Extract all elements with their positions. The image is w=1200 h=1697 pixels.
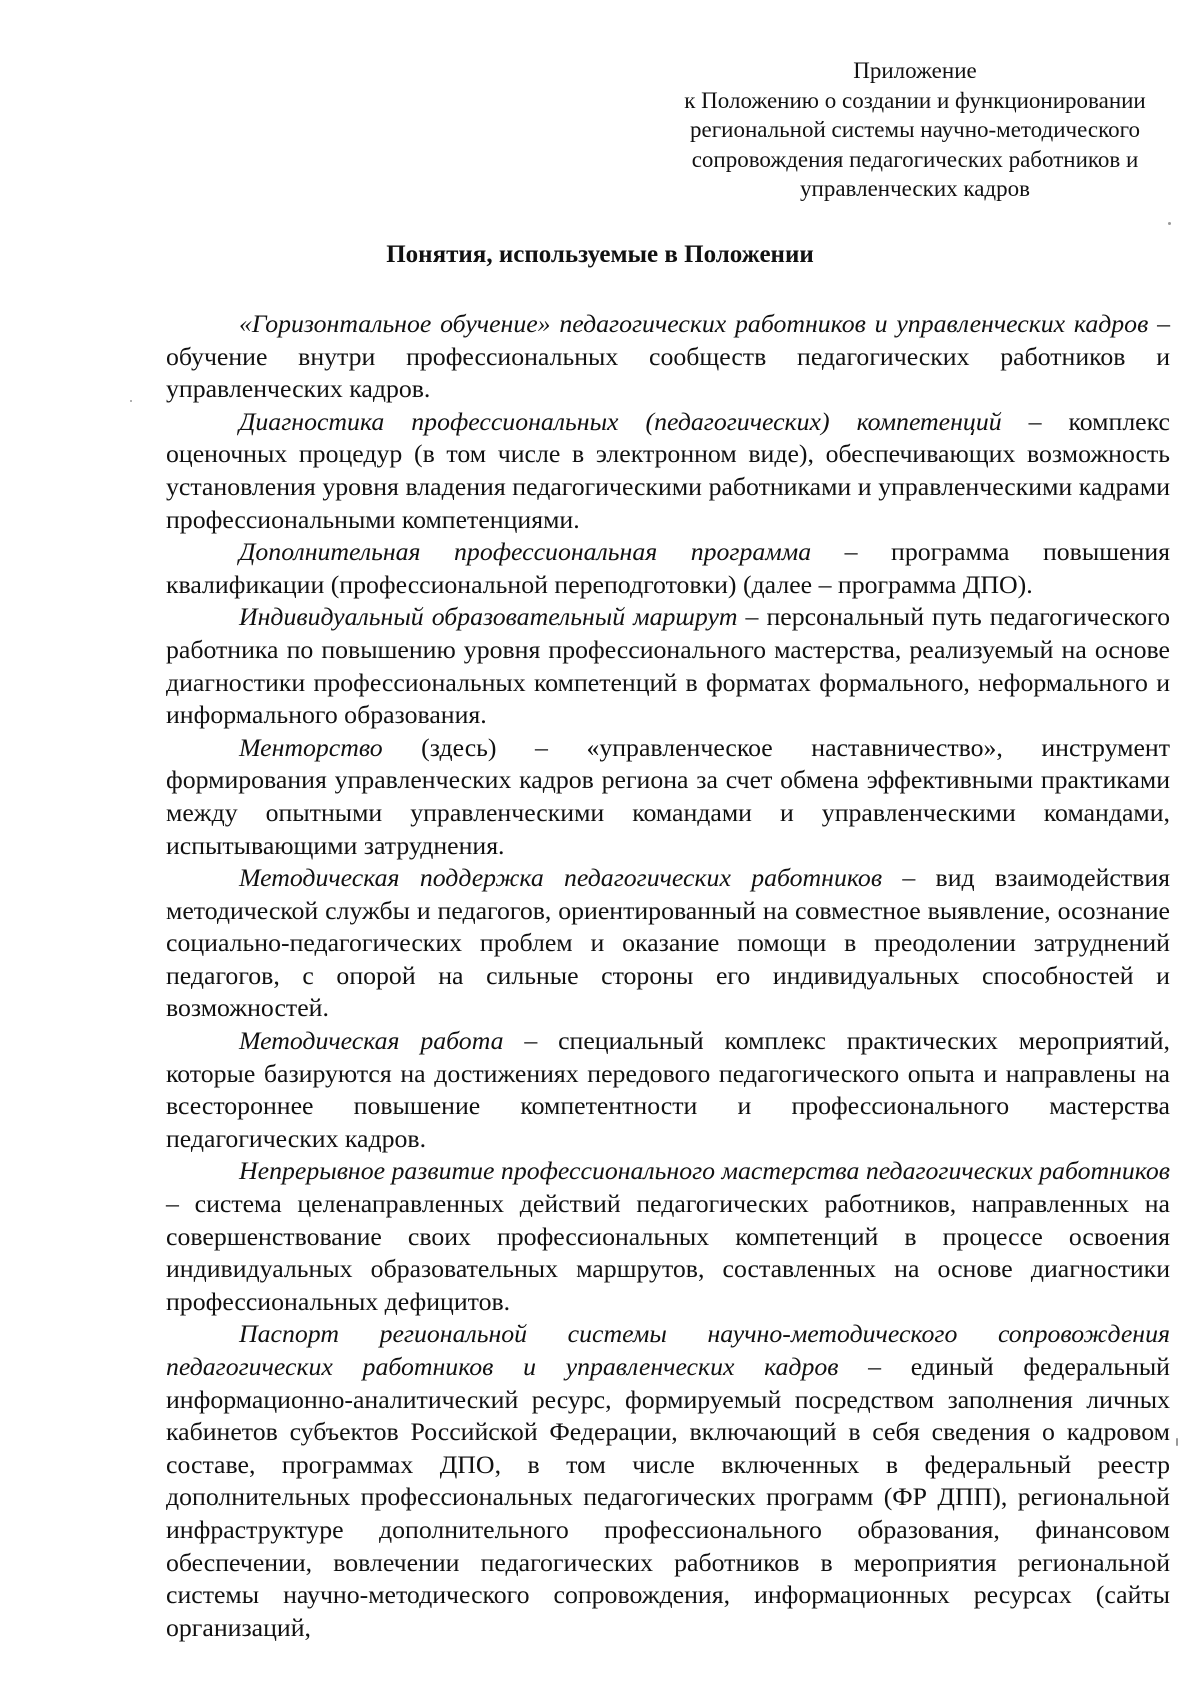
term-name: Дополнительная профессиональная программа [239, 537, 812, 567]
appendix-line: к Положению о создании и функционировании [684, 87, 1146, 113]
definition-paragraph [166, 862, 1170, 1025]
term-name: Менторство [239, 732, 383, 762]
definition-paragraph [166, 406, 1170, 536]
definition-paragraph [166, 732, 1170, 862]
term-definition: – система целенаправленных действий педагогических работников, направленных на совершенствование своих профессиональных компетенций в процессе освоения индивидуальных образовательных маршрутов, составленных на основе диагностики профессиональных дефицитов. [166, 1189, 1170, 1316]
term-definition: – программа повышения квалификации (профессиональной переподготовки) (далее – программа ДПО). [166, 537, 1170, 599]
scan-artifact [130, 400, 132, 402]
term-definition: – персональный путь педагогического работника по повышению уровня профессионального мастерства, реализуемый на основе диагностики профессиональных компетенций в форматах формального, неформального и информального образования. [166, 602, 1170, 730]
document-title: Понятия, используемые в Положении [386, 241, 814, 268]
appendix-line: управленческих кадров [800, 176, 1030, 201]
definition-paragraph [166, 308, 1170, 406]
definition-paragraph [166, 1155, 1170, 1318]
term-name: Методическая работа [239, 1026, 504, 1056]
scan-artifact [1176, 1438, 1178, 1446]
term-definition: – обучение внутри профессиональных сообществ педагогических работников и управленческих кадров. [166, 309, 1170, 404]
definitions-body [166, 308, 1170, 1644]
term-name: «Горизонтальное обучение» педагогических работников и управленческих кадров [239, 309, 1149, 338]
term-name: Методическая поддержка педагогических работников [239, 863, 883, 893]
appendix-line: сопровождения педагогических работников и [691, 146, 1139, 172]
term-definition: (здесь) – «управленческое наставничество», инструмент формирования управленческих кадров региона за счет обмена эффективными практиками между опытными управленческими командами и управленческими командами, испытывающими затруднения. [166, 732, 1170, 860]
term-name: Непрерывное развитие профессионального мастерства педагогических работников [239, 1156, 1170, 1186]
term-name: Индивидуальный образовательный маршрут [239, 602, 738, 632]
appendix-line: региональной системы научно-методического [690, 117, 1140, 142]
definition-paragraph [166, 1025, 1170, 1155]
term-definition: – специальный комплекс практических мероприятий, которые базируются на достижениях передового педагогического опыта и направлены на всестороннее повышение компетентности и профессионального мастерства педагогических кадров. [166, 1026, 1170, 1153]
appendix-line: Приложение [853, 58, 977, 83]
term-name: Паспорт региональной системы научно-методического сопровождения педагогических работников и управленческих кадров [166, 1319, 1170, 1381]
term-definition: – комплекс оценочных процедур (в том числе в электронном виде), обеспечивающих возможность установления уровня владения педагогическими работниками и управленческими кадрами профессиональными компетенциями. [166, 406, 1170, 534]
term-definition: – единый федеральный информационно-аналитический ресурс, формируемый посредством заполнения личных кабинетов субъектов Российской Федерации, включающий в себя сведения о кадровом составе, программах ДПО, в том числе включенных в федеральный реестр дополнительных профессиональных педагогических программ (ФР ДПП), региональной инфраструктуре дополнительного профессионального образования, финансовом обеспечении, вовлечении педагогических работников в мероприятия региональной системы научно-методического сопровождения, информационных ресурсах (сайты организаций, [166, 1352, 1170, 1642]
definition-paragraph [166, 601, 1170, 731]
scan-artifact [1168, 222, 1171, 225]
definition-paragraph [166, 536, 1170, 601]
term-name: Диагностика профессиональных (педагогических) компетенций [239, 406, 1002, 436]
appendix-header [660, 56, 1170, 204]
term-definition: – вид взаимодействия методической службы и педагогов, ориентированный на совместное выявление, осознание социально-педагогических проблем и оказание помощи в преодолении затруднений педагогов, с опорой на сильные стороны его индивидуальных способностей и возможностей. [166, 863, 1170, 1023]
definition-paragraph [166, 1318, 1170, 1644]
